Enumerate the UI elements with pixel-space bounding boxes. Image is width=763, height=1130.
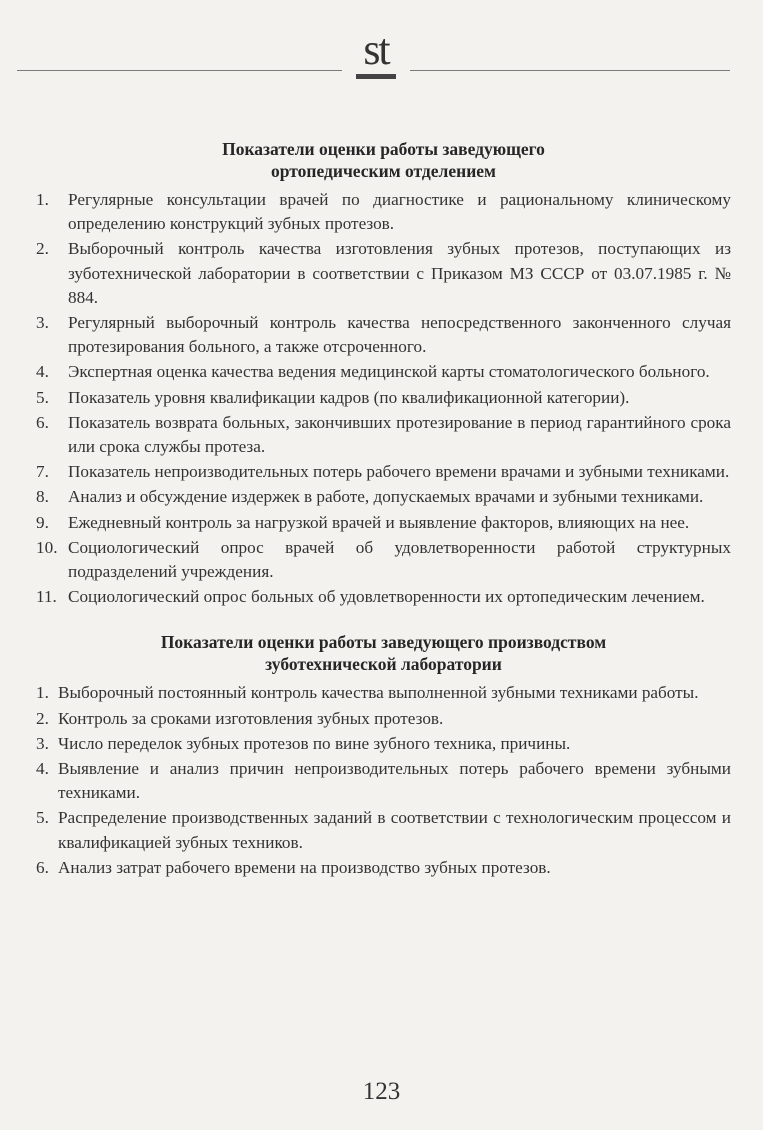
list-item — [36, 511, 731, 535]
list-item-number: 2. — [36, 708, 49, 728]
list-item-number: 6. — [36, 857, 49, 877]
list-item-number: 9. — [36, 512, 49, 532]
list-item-text: Число переделок зубных протезов по вине зубного техника, причины. — [58, 733, 571, 753]
logo-bar — [356, 74, 396, 79]
list-item-text: Распределение производственных заданий в соответствии с технологическим процессом и квалификацией зубных техников. — [58, 808, 731, 852]
list-item — [36, 732, 731, 756]
list-item — [36, 411, 731, 459]
list-item — [36, 681, 731, 705]
list-item-number: 2. — [36, 239, 49, 259]
list-item-text: Показатель непроизводительных потерь рабочего времени врачами и зубными техниками. — [68, 462, 730, 482]
list-item — [36, 188, 731, 236]
section2-list — [36, 681, 731, 880]
list-item — [36, 460, 731, 484]
list-item-number: 7. — [36, 462, 49, 482]
list-item-text: Выборочный контроль качества изготовления зубных протезов, поступающих из зуботехнической лаборатории в соответствии с Приказом МЗ СССР от 03.07.1985 г. № 884. — [68, 239, 731, 307]
list-item — [36, 707, 731, 731]
list-item — [36, 856, 731, 880]
list-item — [36, 757, 731, 805]
list-item-text: Контроль за сроками изготовления зубных протезов. — [58, 708, 444, 728]
section1-title — [36, 138, 731, 182]
list-item-text: Выборочный постоянный контроль качества выполненной зубными техниками работы. — [58, 683, 699, 703]
section2-title-line2: зуботехнической лаборатории — [265, 654, 502, 675]
list-item-number: 5. — [36, 808, 49, 828]
list-item-number: 3. — [36, 733, 49, 753]
list-item-text: Социологический опрос больных об удовлетворенности их ортопедическим лечением. — [68, 587, 705, 607]
list-item-number: 1. — [36, 190, 49, 209]
list-item-text: Показатель возврата больных, закончивших протезирование в период гарантийного срока или срока службы протеза. — [68, 412, 731, 457]
list-item-text: Показатель уровня квалификации кадров (по квалификационной категории). — [68, 387, 630, 407]
list-item-number: 6. — [36, 412, 49, 432]
list-item — [36, 386, 731, 410]
list-item-number: 4. — [36, 362, 49, 382]
list-item-text: Регулярные консультации врачей по диагностике и рациональному клиническому определению конструкций зубных протезов. — [68, 190, 731, 234]
list-item-text: Ежедневный контроль за нагрузкой врачей и выявление факторов, влияющих на нее. — [68, 512, 690, 532]
page-number: 123 — [362, 1078, 401, 1105]
publisher-logo — [344, 25, 408, 84]
list-item — [36, 485, 731, 509]
logo-text: st — [363, 25, 389, 74]
section1-title-line2: ортопедическим отделением — [271, 161, 496, 181]
list-item-text: Анализ и обсуждение издержек в работе, допускаемых врачами и зубными техниками. — [68, 487, 704, 507]
list-item-number: 11. — [36, 587, 57, 607]
list-item-number: 1. — [36, 683, 49, 703]
list-item — [36, 585, 731, 609]
section1-list — [36, 188, 731, 609]
section2-title — [36, 631, 731, 675]
section1-title-line1: Показатели оценки работы заведующего — [222, 139, 545, 159]
list-item — [36, 360, 731, 384]
list-item-number: 3. — [36, 313, 49, 333]
list-item — [36, 536, 731, 584]
list-item-text: Регулярный выборочный контроль качества непосредственного законченного случая протезирования больного, а также отсроченного. — [68, 313, 731, 357]
list-item — [36, 806, 731, 854]
list-item — [36, 237, 731, 310]
page-content — [36, 138, 731, 881]
list-item-text: Выявление и анализ причин непроизводительных потерь рабочего времени зубными техниками. — [58, 759, 731, 803]
list-item-number: 8. — [36, 487, 49, 507]
list-item — [36, 311, 731, 359]
header-rule-left — [17, 70, 342, 71]
list-item-number: 10. — [36, 537, 58, 557]
section2-title-line1: Показатели оценки работы заведующего производством — [160, 632, 607, 653]
list-item-number: 4. — [36, 759, 49, 779]
header-rule-right — [410, 70, 730, 71]
list-item-number: 5. — [36, 387, 49, 407]
list-item-text: Экспертная оценка качества ведения медицинской карты стоматологического больного. — [68, 362, 710, 382]
list-item-text: Анализ затрат рабочего времени на производство зубных протезов. — [58, 857, 551, 877]
list-item-text: Социологический опрос врачей об удовлетворенности работой структурных подразделений учреждения. — [68, 537, 731, 582]
